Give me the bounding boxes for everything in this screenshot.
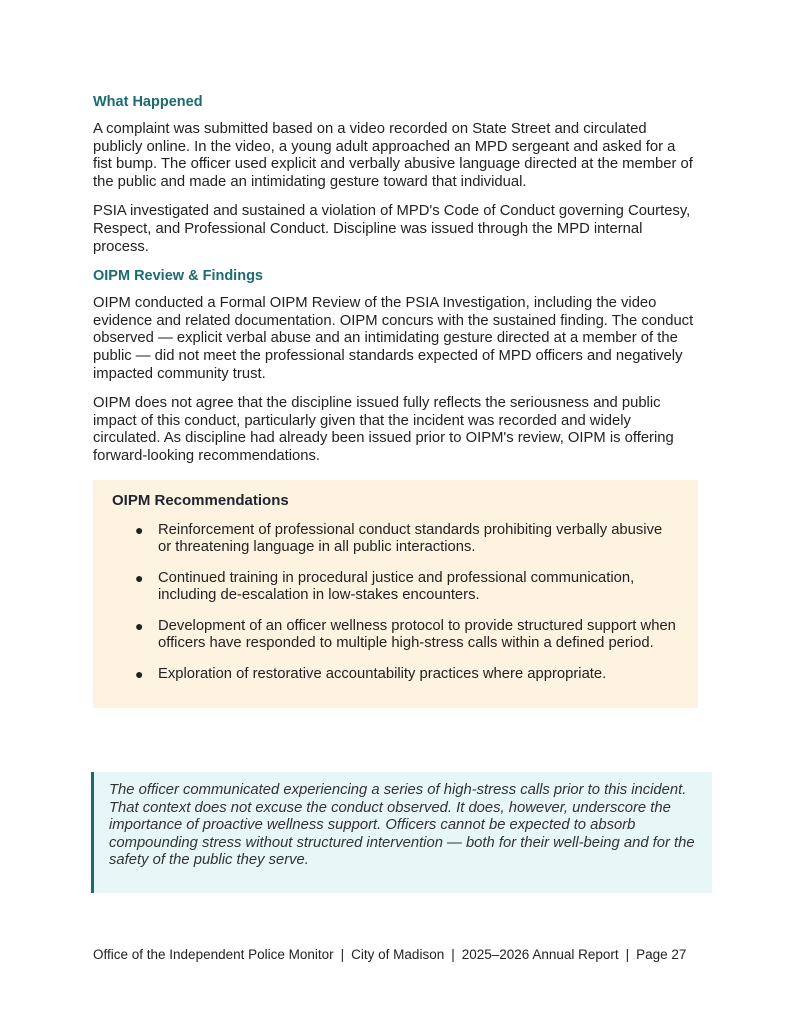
report-page-content [93,94,698,708]
page-footer [93,947,733,963]
recommendation-text: Development of an officer wellness protocol to provide structured support when officers have responded to multiple high-stress calls within a defined period. [158,617,676,652]
recommendations-title: OIPM Recommendations [112,491,289,509]
review-findings-heading: OIPM Review & Findings [93,268,263,285]
recommendation-item [112,522,678,557]
footer-city: City of Madison [351,947,445,962]
recommendations-box [93,480,698,708]
footer-separator: | [625,947,630,962]
review-findings-paragraph-2: OIPM does not agree that the discipline issued fully reflects the seriousness and public impact of this conduct, particularly given that the incident was recorded and widely circulated. As discipline had already been issued prior to OIPM's review, OIPM is offering forward-looking recommendations. [93,395,674,464]
footer-page-number: Page 27 [636,947,687,962]
bullet-icon: ● [135,666,144,683]
recommendation-item [112,666,678,684]
bullet-icon: ● [135,569,144,586]
footer-separator: | [340,947,345,962]
recommendation-item [112,618,678,653]
recommendations-list [112,522,678,684]
recommendation-text: Continued training in procedural justice and professional communication, including de-escalation in low-stakes encounters. [158,569,635,604]
bullet-icon: ● [135,617,144,634]
what-happened-heading: What Happened [93,94,203,110]
footer-organization: Office of the Independent Police Monitor [93,947,334,962]
recommendation-text: Reinforcement of professional conduct standards prohibiting verbally abusive or threatening language in all public interactions. [158,521,663,556]
what-happened-paragraph-2: PSIA investigated and sustained a violation of MPD's Code of Conduct governing Courtesy, Respect, and Professional Conduct. Discipline was issued through the MPD internal process. [93,203,691,255]
what-happened-paragraph-1: A complaint was submitted based on a video recorded on State Street and circulated publicly online. In the video, a young adult approached an MPD sergeant and asked for a fist bump. The officer used explicit and verbally abusive language directed at the member of the public and made an intimidating gesture toward that individual. [93,121,693,190]
wellness-callout [91,772,712,893]
recommendation-text: Exploration of restorative accountability practices where appropriate. [158,666,607,683]
footer-separator: | [451,947,455,962]
bullet-icon: ● [135,521,144,538]
footer-report: 2025–2026 Annual Report [461,947,619,962]
callout-text: The officer communicated experiencing a series of high-stress calls prior to this incident. That context does not excuse the conduct observed. It does, however, underscore the importance of proactive wellness support. Officers cannot be expected to absorb compounding stress without structured intervention — both for their well-being and for the safety of the public they serve. [109,782,695,869]
recommendation-item [112,570,678,605]
review-findings-paragraph-1: OIPM conducted a Formal OIPM Review of the PSIA Investigation, including the video evidence and related documentation. OIPM concurs with the sustained finding. The conduct observed — explicit verbal abuse and an intimidating gesture directed at a member of the public — did not meet the professional standards expected of MPD officers and negatively impacted community trust. [93,295,694,382]
